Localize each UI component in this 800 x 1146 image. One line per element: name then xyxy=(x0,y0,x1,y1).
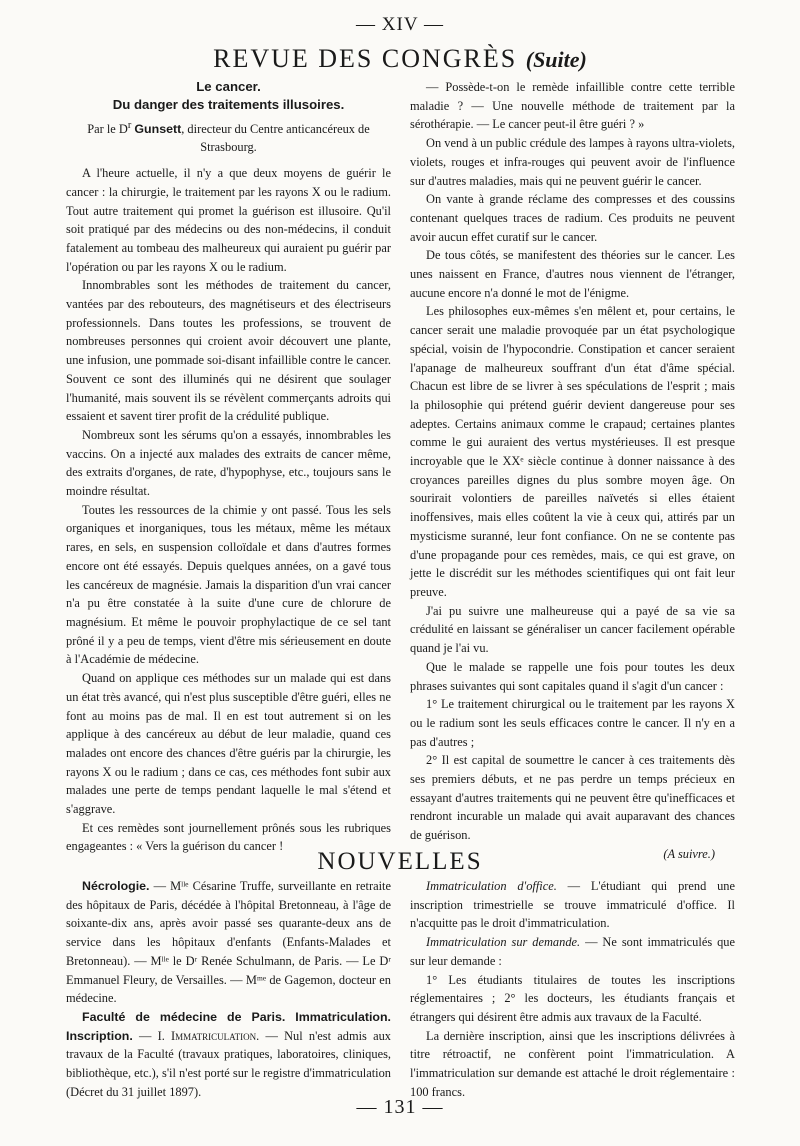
article-byline xyxy=(66,117,391,156)
article-paragraph: A l'heure actuelle, il n'y a que deux moyens de guérir le cancer : la chirurgie, le traitement par les rayons X ou le radium. Tout autre traitement qui promet la guérison est illusoire. Qu'il soit pratiqué par des médecins ou des non-médecins, il conduit fatalement au tombeau des malheureux qui auraient pu guérir par l'opération ou par les rayons X ou le radium. xyxy=(66,166,391,274)
office-text: — L'étudiant qui prend une inscription trimestrielle se trouve immatriculé d'office. Il n'acquitte pas le droit d'immatriculation. xyxy=(410,879,735,931)
faculte-text: — Nul n'est admis aux travaux de la Faculté (travaux pratiques, laboratoires, cliniques, bibliothèque, etc.), s'il n'est porté sur le registre d'immatriculation (Décret du 31 juillet 1897). xyxy=(66,1028,391,1099)
demande-list: 1° Les étudiants titulaires de toutes les inscriptions réglementaires ; 2° les docteurs, les étudiants français et étrangers qui désirent être admis aux travaux de la Faculté. xyxy=(410,972,735,1024)
article-paragraph: — Possède-t-on le remède infaillible contre cette terrible maladie ? — Une nouvelle méthode de traitement par la sérothérapie. — Le cancer peut-il être guéri ? » xyxy=(410,80,735,132)
byline-prefix: Par le D xyxy=(87,122,128,137)
faculte-paragraph xyxy=(66,1008,391,1102)
page-number: — 131 — xyxy=(356,1096,444,1118)
article-paragraph: Les philosophes eux-mêmes s'en mêlent et, pour certains, le cancer serait une maladie provoquée par un état psychologique spécial, voisin de l'hypocondrie. Constipation et cancer seraient l'apanage de malheureux souffrant d'un état d'âme spécial. Chacun est libre de se livrer à ses spéculations de l'esprit ; mais la philosophie qui prétend guérir devient dangereuse pour ses adeptes. Certains animaux comme le crapaud; certaines plantes comme le gui auraient des vertus mystérieuses. Il est presque incroyable que le XXᵉ siècle continue à donner naissance à des croyances pareilles dignes du plus sombre moyen âge. On sourirait volontiers de pareilles naïvetés si elles étaient inoffensives, mais elles coûtent la vie à ceux qui, attirés par un mysticisme suranné, leur font confiance. On ne se contente pas d'une propagande pour ces remèdes, mais, ce qui est grave, on jette le discrédit sur les méthodes scientifiques qui ont fait leur preuve. xyxy=(410,304,735,599)
article-title-line2: Du danger des traitements illusoires. xyxy=(112,97,345,112)
faculte-label: Faculté de médecine de Paris. Immatriculation. Inscription. xyxy=(66,1009,391,1043)
a-suivre: (A suivre.) xyxy=(663,846,715,861)
office-paragraph xyxy=(410,877,735,933)
necrologie-text: — Mˡˡᵉ Césarine Truffe, surveillante en retraite des hôpitaux de Paris, décédée à l'hôpital Bretonneau, à l'âge de soixante-dix ans, après avoir passé ses quarante-deux ans de service dans les hôpitaux d'enfants (Enfants-Malades et Bretonneau). — Mˡˡᵉ le Dʳ Renée Schulmann, de Paris. — Le Dʳ Emmanuel Fleury, de Versailles. — Mᵐᵉ de Gagemon, docteur en médecine. xyxy=(66,879,391,1006)
article-paragraph: 2° Il est capital de soumettre le cancer à ces traitements dès ses premiers débuts, et ne pas perdre un temps précieux en essayant d'autres traitements qui ne peuvent être qu'inefficaces et rendront incurable un malade qui avait auparavant des chances de guérison. xyxy=(410,753,735,843)
byline-sup: r xyxy=(127,120,132,131)
byline-author: Gunsett xyxy=(134,122,182,137)
nouvelles-column-left xyxy=(66,877,391,1101)
article-column-left xyxy=(66,78,391,856)
article-paragraph: Que le malade se rappelle une fois pour toutes les deux phrases suivantes qui sont capitales quand il s'agit d'un cancer : xyxy=(410,659,735,693)
section-title-text: REVUE DES CONGRÈS xyxy=(213,44,518,73)
article-paragraph: Innombrables sont les méthodes de traitement du cancer, vantées par des rebouteurs, des magnétiseurs et des électriseurs professionnels. Dans toutes les professions, se trouvent de nombreuses personnes qui croient avoir découvert une plante, une infusion, une pommade soi-disant infaillible contre le cancer. Souvent ce sont des illuminés qui ne désirent que soulager l'humanité, mais souvent ils se révèlent commerçants adroits qui essaient et savent tirer profit de la crédulité publique. xyxy=(66,278,391,424)
section-title xyxy=(0,44,800,74)
nouvelles-title: NOUVELLES xyxy=(317,848,483,875)
article-paragraph: On vante à grande réclame des compresses et des coussins contenant quelques traces de radium. Ces produits ne peuvent avoir aucun effet curatif sur le cancer. xyxy=(410,192,735,244)
article-paragraph: J'ai pu suivre une malheureuse qui a payé de sa vie sa crédulité en laissant se généraliser un cancer facilement opérable quand je l'ai vu. xyxy=(410,603,735,656)
article-title xyxy=(66,78,391,114)
byline-suffix: , directeur du Centre anticancéreux de Strasbourg. xyxy=(181,122,370,155)
roman-page-number: — XIV — xyxy=(356,14,444,35)
article-paragraph: 1° Le traitement chirurgical ou le traitement par les rayons X ou le radium sont les seuls efficaces contre le cancer. Il n'y en a pas d'autres ; xyxy=(410,697,735,749)
article-title-line1: Le cancer. xyxy=(196,79,261,94)
faculte-smallcaps: Immatriculation. xyxy=(171,1028,260,1043)
article-paragraph: Nombreux sont les sérums qu'on a essayés, innombrables les vaccins. On a injecté aux malades des extraits de cancer même, des extraits d'organes, de rate, d'hypophyse, etc., toujours sans le moindre résultat. xyxy=(66,427,391,499)
article-column-right xyxy=(410,78,735,864)
nouvelles-column-right xyxy=(410,877,735,1101)
demande-label: Immatriculation sur demande. xyxy=(426,935,581,950)
office-label: Immatriculation d'office. xyxy=(426,879,557,893)
last-paragraph: La dernière inscription, ainsi que les inscriptions délivrées à titre rétroactif, ne confèrent point l'immatriculation. A l'immatriculation sur demande est attaché le droit réglementaire : 100 francs. xyxy=(410,1028,735,1099)
demande-paragraph xyxy=(410,933,735,970)
article-paragraph: Quand on applique ces méthodes sur un malade qui est dans un état très avancé, qui n'est plus susceptible d'être guéri, elles ne font au moins pas de mal. Il en est tout autrement si on les applique à des cancéreux au début de leur maladie, quand ces malades ont encore des chances d'être guéris par la chirurgie, les rayons X ou le radium ; dans ce cas, ces méthodes font subir aux malades une perte de temps pendant laquelle le mal s'étend et s'aggrave. xyxy=(66,671,391,817)
demande-text: — Ne sont immatriculés que sur leur demande : xyxy=(410,935,735,968)
section-title-suite: (Suite) xyxy=(525,47,587,72)
article-paragraph: On vend à un public crédule des lampes à rayons ultra-violets, violets, rouges et infra-rouges qui peuvent avoir de l'influence sur d'autres maladies, mais qui ne peuvent guérir le cancer. xyxy=(410,136,735,188)
necrologie-paragraph xyxy=(66,877,391,1008)
necrologie-label: Nécrologie. xyxy=(82,879,150,893)
article-paragraph: Et ces remèdes sont journellement prônés sous les rubriques engageantes : « Vers la guérison du cancer ! xyxy=(66,820,391,854)
faculte-mid: — I. xyxy=(132,1028,172,1043)
article-paragraph: De tous côtés, se manifestent des théories sur le cancer. Les unes naissent en France, d'autres nous viennent de l'étranger, aucune encore n'a donné le mot de l'énigme. xyxy=(410,248,735,300)
article-paragraph: Toutes les ressources de la chimie y ont passé. Tous les sels organiques et inorganiques, tous les métaux, même les métaux rares, en sels, en suspension colloïdale et dans d'autres formes encore ont été essayés. Depuis quelques années, on a gavé tous les cancéreux de magnésie. Jamais la disparition d'un vrai cancer n'a pu être constatée à la suite d'une cure de chlorure de magnésium. Et même le pouvoir prophylactique de ce sel tant prôné il y a peu de temps, vient d'être mis sérieusement en doute à l'Académie de médecine. xyxy=(66,502,391,667)
